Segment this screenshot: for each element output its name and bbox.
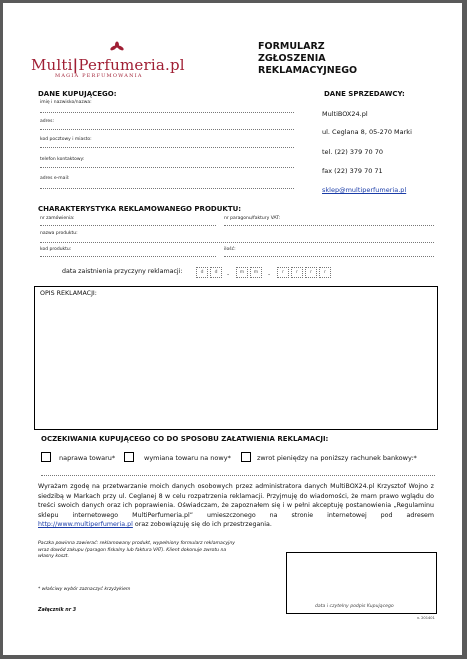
buyer-email-label: adres e-mail: [40,176,70,181]
refund-checkbox[interactable] [241,452,251,462]
product-name-field[interactable] [40,242,434,243]
form-title: FORMULARZ ZGŁOSZENIA REKLAMACYJNEGO [258,41,358,76]
seller-fax: fax (22) 379 70 71 [322,167,383,175]
refund-option-label: zwrot pieniędzy na poniższy rachunek bankowy:* [257,454,417,462]
buyer-phone-label: telefon kontaktowy: [40,157,85,162]
seller-address: ul. Ceglana 8, 05-270 Marki [322,128,412,136]
product-heading: CHARAKTERYSTYKA REKLAMOWANEGO PRODUKTU: [38,205,242,213]
date-box-day-2[interactable]: d [210,267,222,278]
date-label: data zaistnienia przyczyny reklamacji: [62,268,183,275]
bank-account-field[interactable] [41,475,435,476]
attachment-label: Załącznik nr 3 [38,608,77,613]
logo: Multi|Perfumeria.pl [31,56,185,74]
buyer-city-field[interactable] [40,147,294,148]
repair-option-label: naprawa towaru* [59,454,116,462]
product-code-field[interactable] [40,256,216,257]
replace-option-label: wymiana towaru na nowy* [144,454,231,462]
date-box-year-2[interactable]: r [291,267,303,278]
date-box-month-2[interactable]: m [250,267,262,278]
buyer-phone-field[interactable] [40,167,294,168]
document-version: v. 201401 [417,616,435,620]
consent-text: Wyrażam zgodę na przetwarzanie moich danych osobowych przez administratora danych MultiBOX24.pl Krzysztof Wojno z siedzibą w Markach przy ul. Ceglanej 8 w celu rozpatrzenia reklamacji. Przyjmuję do wiadomości, że mam prawo wglądu do treści swoich danych oraz ich poprawienia. Oświadczam, że zapoznałem się i w pełni akceptuję postanowienia „Regulaminu sklepu internetowego MultiPerfumeria.pl” umieszczonego na stronie internetowej pod adresem http://www.multiperfumeria.pl oraz zobowiązuję się do ich przestrzegania. [38,483,434,528]
seller-phone: tel. (22) 379 70 70 [322,148,383,156]
date-box-year-1[interactable]: r [277,267,289,278]
buyer-name-label: imię i nazwisko/nazwa: [40,100,92,105]
product-name-label: nazwa produktu: [40,231,78,236]
buyer-email-field[interactable] [40,188,294,189]
package-note: Paczka powinna zawierać: reklamowany produkt, wypełniony formularz reklamacyjny wraz dowód zakupu (paragon fiskalny lub faktura VAT). Klient dokonuje zwrotu na własny koszt. [38,541,235,559]
seller-email-wrap [322,186,406,194]
replace-checkbox[interactable] [124,452,134,462]
seller-email-link[interactable]: sklep@multiperfumeria.pl [322,186,407,194]
complaint-description-label: OPIS REKLAMACJI: [40,290,97,297]
buyer-heading: DANE KUPUJĄCEGO: [38,90,117,98]
receipt-number-label: nr paragonu/faktury VAT: [224,216,280,221]
expectations-heading: OCZEKIWANIA KUPUJĄCEGO CO DO SPOSOBU ZAŁATWIENIA REKLAMACJI: [41,435,329,443]
selection-note: * właściwy wybór zaznaczyć krzyżykiem [38,587,131,592]
flower-logo-icon [109,41,125,57]
order-number-field[interactable] [40,225,216,226]
date-separator: - [227,271,230,278]
date-separator: - [268,271,271,278]
date-box-month-1[interactable]: m [236,267,248,278]
complaint-description-box[interactable] [34,286,438,430]
date-box-day-1[interactable]: d [196,267,208,278]
repair-checkbox[interactable] [41,452,51,462]
buyer-address-field[interactable] [40,129,294,130]
product-code-label: kod produktu: [40,247,72,252]
seller-heading: DANE SPRZEDAWCY: [324,90,405,98]
buyer-city-label: kod pocztowy i miasto: [40,137,92,142]
signature-label: data i czytelny podpis Kupującego [315,604,394,609]
store-url-link[interactable]: http://www.multiperfumeria.pl [38,521,133,528]
quantity-label: ilość: [224,247,236,252]
buyer-address-label: adres: [40,119,54,124]
seller-name: MultiBOX24.pl [322,110,368,118]
order-number-label: nr zamówienia: [40,216,75,221]
buyer-name-field[interactable] [40,112,294,113]
logo-subtitle: MAGIA PERFUMOWANIA [55,73,143,79]
quantity-field[interactable] [224,256,434,257]
receipt-number-field[interactable] [224,225,434,226]
form-page [3,3,462,655]
date-box-year-4[interactable]: r [319,267,331,278]
date-box-year-3[interactable]: r [305,267,317,278]
